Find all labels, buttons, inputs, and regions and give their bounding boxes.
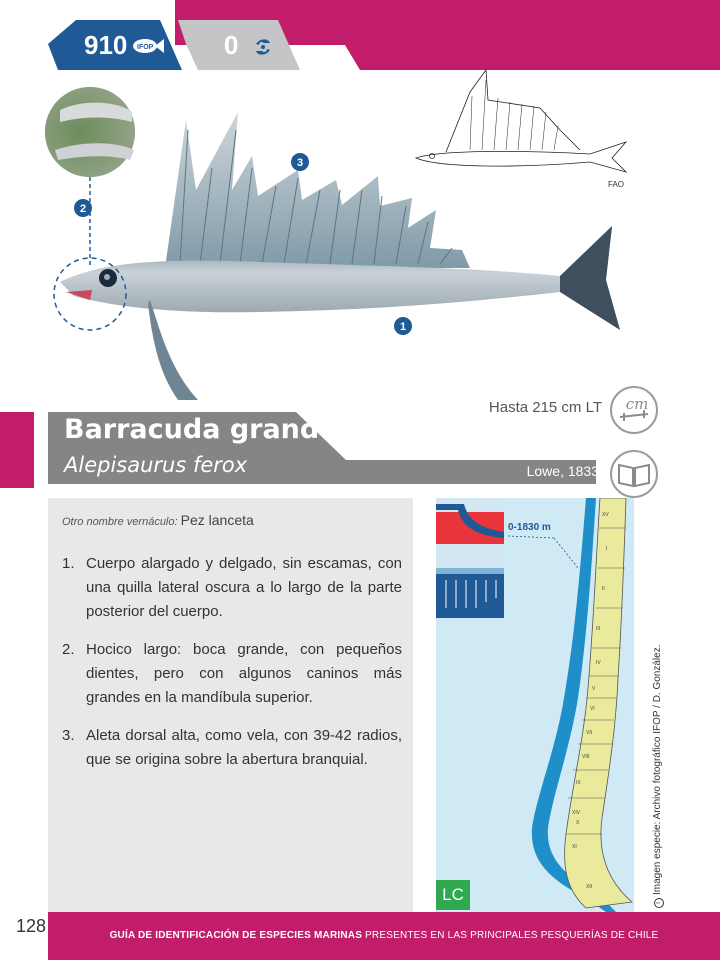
svg-text:1: 1 [399,321,407,333]
region-label: IV [596,660,601,666]
region-label: III [596,626,601,632]
feature-text: Hocico largo: boca grande, con pequeños dientes, pero con algunos caninos más grandes en la mandíbula superior. [86,641,402,706]
region-label: VI [590,706,595,712]
footer-text [48,912,720,960]
depth-range-label: 0-1830 m [508,522,551,533]
region-label: XIV [572,810,581,816]
region-label: I [606,546,608,552]
feature-item [62,638,402,710]
region-label: VIII [582,754,590,760]
fao-credit: FAO [608,180,625,189]
photo-credit [652,644,664,908]
region-label: V [592,686,596,692]
region-label: X [576,820,580,826]
vernacular-line [62,512,254,528]
feature-item [62,552,402,624]
feature-number: 3. [62,727,75,744]
depth-inset [436,498,504,618]
conservation-status: LC [442,885,464,904]
max-size: Hasta 215 cm LT [488,399,602,416]
feature-number: 1. [62,555,75,572]
photo-credit-text: Imagen especie: Archivo fotográfico IFOP / D. González. [652,644,663,895]
page-number: 128 [16,916,47,936]
region-label: XII [586,884,593,890]
feature-list [62,552,402,786]
species-author: Lowe, 1833 [526,463,599,479]
footer-title-rest: PRESENTES EN LAS PRINCIPALES PESQUERÍAS DE CHILE [362,930,659,941]
region-label: II [602,586,605,592]
feature-text: Aleta dorsal alta, como vela, con 39-42 radios, que se origina sobre la abertura branquial. [86,727,402,768]
vernacular-name: Pez lanceta [180,512,254,528]
detail-closeup-circle [45,87,135,177]
region-label: XI [572,844,577,850]
secondary-code: 0 [224,30,239,60]
svg-text:3: 3 [296,157,304,169]
species-code: 910 [84,30,128,60]
ruler-size-icon-label: cm [625,395,649,413]
svg-text:2: 2 [79,203,87,215]
distribution-map [436,498,634,912]
species-photo [0,0,720,410]
feature-item [62,724,402,772]
footer-title-bold: GUÍA DE IDENTIFICACIÓN DE ESPECIES MARINAS [109,930,363,941]
common-name: Barracuda grande [64,414,338,445]
dorsal-fin [165,112,470,268]
region-label: VII [586,730,593,736]
footer-bar [48,912,720,960]
feature-number: 2. [62,641,75,658]
svg-text:IFOP: IFOP [137,44,154,51]
fao-line-drawing [416,70,626,172]
book-reference-icon [608,448,660,500]
vernacular-label: Otro nombre vernáculo: [62,516,178,528]
scientific-name: Alepisaurus ferox [64,453,248,477]
info-icon: i [654,898,664,908]
region-label: IX [576,780,581,786]
ruler-size-icon [608,384,660,436]
conservation-status-badge [436,880,470,910]
region-label: XV [602,512,609,518]
feature-text: Cuerpo alargado y delgado, sin escamas, con una quilla lateral oscura a lo largo de la parte posterior del cuerpo. [86,555,402,620]
